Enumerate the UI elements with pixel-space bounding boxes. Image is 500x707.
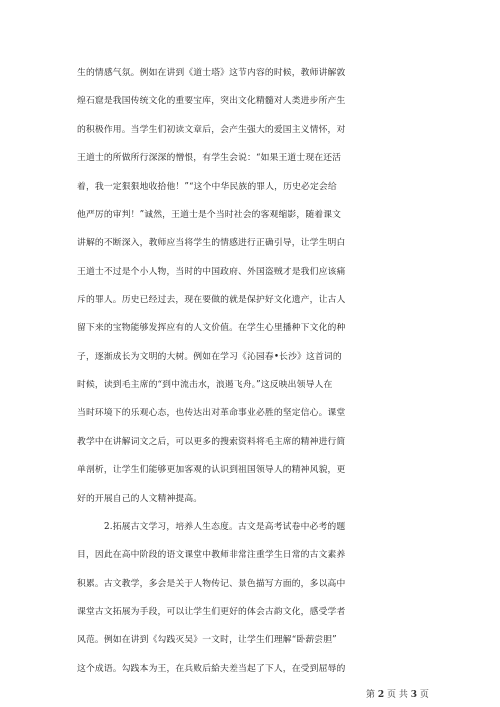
text-line: 积累。古文教学，多会是关于人物传记、景色描写方面的，多以高中 [77,578,346,589]
text-line: 当时环境下的乐观心态，也传达出对革命事业必胜的坚定信心。课堂 [77,408,346,419]
page-footer [366,689,429,701]
text-line: 单剖析，让学生们能够更加客观的认识到祖国领导人的精神风貌，更 [77,465,346,476]
footer-suffix: 页 [419,690,429,700]
text-line: 时候，读到毛主席的“到中流击水，浪遏飞舟。”这反映出领导人在 [77,380,333,390]
text-line: 风范。例如在讲到《勾践灭吴》一文时，让学生们理解“卧薪尝胆” [77,635,337,646]
text-line: 讲解的不断深入，教师应当将学生的情感进行正确引导，让学生明白 [77,238,346,249]
footer-prefix: 第 [366,690,376,700]
text-line: 生的情感气氛。例如在讲到《道士塔》这节内容的时候，教师讲解敦 [77,68,346,78]
text-line: 王道士不过是个小人物，当时的中国政府、外国盗贼才是我们应该痛 [77,266,346,277]
text-line: 目，因此在高中阶段的语文课堂中教师非常注重学生日常的古文素养 [77,550,346,561]
text-line: 的积极作用。当学生们初读文章后，会产生强大的爱国主义情怀，对 [77,124,346,135]
section-heading-line: 2.拓展古文学习，培养人生态度。古文是高考试卷中必考的题 [104,521,346,532]
text-line: 子，逐渐成长为文明的大树。例如在学习《沁园春•长沙》这首词的 [77,351,342,362]
text-line: 好的开展自己的人文精神提高。 [77,493,203,504]
text-line: 煌石窟是我国传统文化的重要宝库，突出文化精髓对人类进步所产生 [77,96,346,107]
text-line: 留下来的宝物能够发挥应有的人文价值。在学生心里播种下文化的种 [77,323,346,334]
text-line: 他严厉的审判！”诚然，王道士是个当时社会的客观缩影，随着课文 [77,209,342,220]
text-line: 这个成语。勾践本为王，在兵败后給夫差当起了下人，在受到屈辱的 [77,663,346,674]
text-line: 课堂古文拓展为手段，可以让学生们更好的体会古韵文化，感受学者 [77,606,346,617]
total-page-count: 3 [410,690,418,700]
text-line: 教学中在讲解词文之后，可以更多的搜索资料将毛主席的精神进行简 [77,436,346,447]
text-line: 着，我一定狠狠地收拾他！”“这个中华民族的罪人，历史必定会给 [77,181,337,192]
footer-middle: 页 共 [387,690,408,700]
text-line: 王道士的所做所行深深的憎恨，有学生会说：“如果王道士现在还活 [77,153,342,164]
current-page-number: 2 [377,690,385,700]
text-line: 斥的罪人。历史已经过去，现在要做的就是保护好文化遗产，让古人 [77,294,346,305]
